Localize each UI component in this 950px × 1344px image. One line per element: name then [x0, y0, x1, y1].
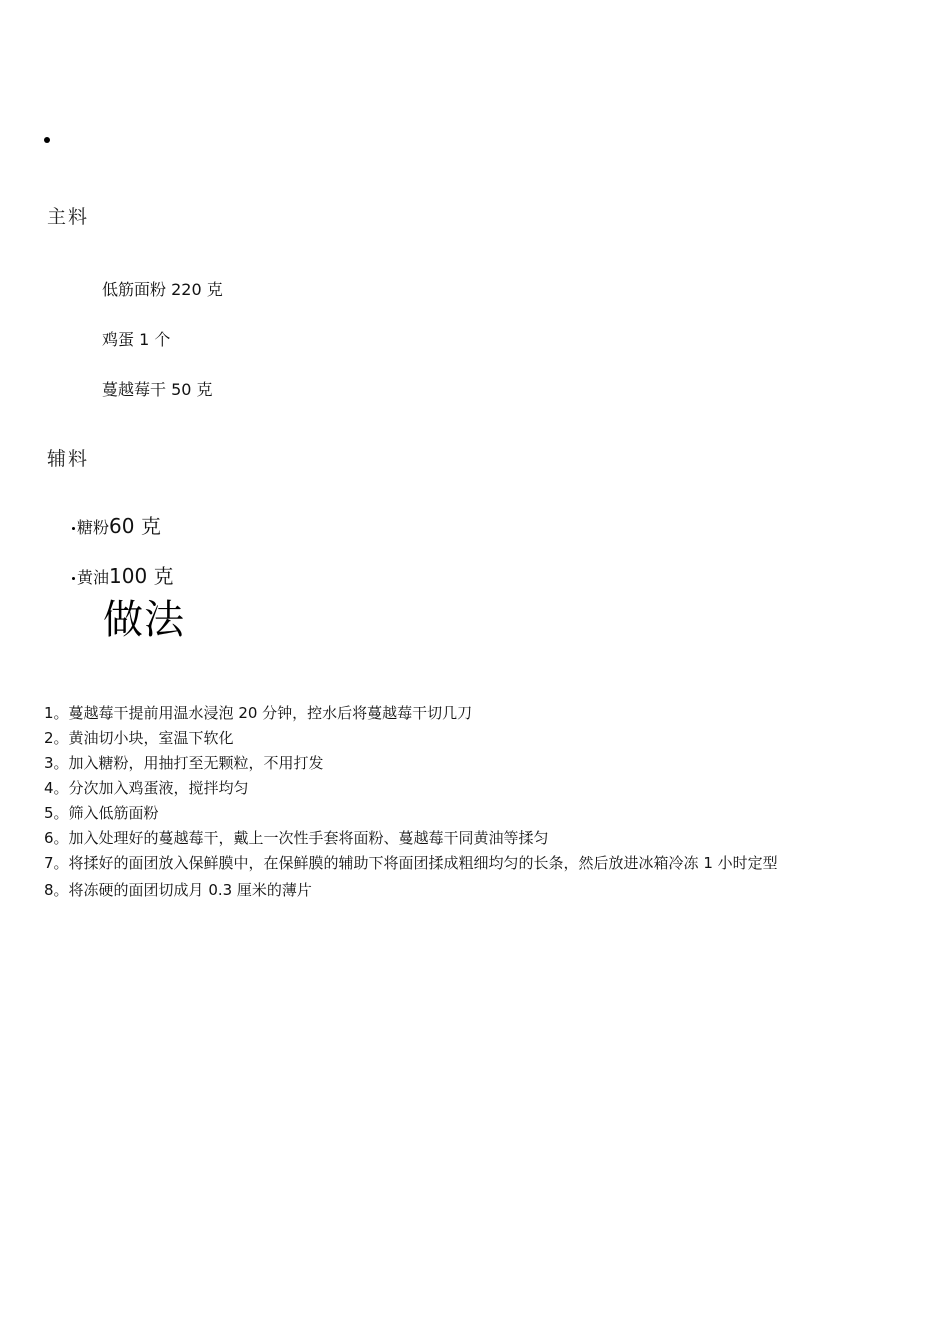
method-step: 5。筛入低筋面粉: [44, 804, 159, 822]
method-heading: 做法: [103, 597, 185, 643]
method-step: 6。加入处理好的蔓越莓干，戴上一次性手套将面粉、蔓越莓干同黄油等揉匀: [44, 829, 549, 847]
bullet-dot-icon: [72, 577, 75, 580]
bullet-marker: [44, 137, 50, 143]
method-step: 4。分次加入鸡蛋液，搅拌均匀: [44, 779, 249, 797]
main-ingredient-item: 低筋面粉 220 克: [102, 280, 223, 299]
bullet-dot-icon: [72, 527, 75, 530]
method-step: 3。加入糖粉，用抽打至无颗粒，不用打发: [44, 754, 324, 772]
method-step: 2。黄油切小块，室温下软化: [44, 729, 234, 747]
auxiliary-ingredients-heading: 辅料: [47, 448, 90, 470]
ingredient-amount: 100 克: [109, 564, 174, 588]
main-ingredients-heading: 主料: [47, 206, 90, 228]
ingredient-name: 糖粉: [77, 518, 110, 537]
method-step: 1。蔓越莓干提前用温水浸泡 20 分钟，控水后将蔓越莓干切几刀: [44, 704, 473, 722]
ingredient-amount: 60 克: [109, 514, 161, 538]
auxiliary-ingredient-item: [72, 560, 174, 589]
main-ingredient-item: 蔓越莓干 50 克: [102, 380, 213, 399]
method-step: 8。将冻硬的面团切成月 0.3 厘米的薄片: [44, 881, 312, 899]
main-ingredient-item: 鸡蛋 1 个: [102, 330, 171, 349]
ingredient-name: 黄油: [77, 568, 110, 587]
method-step: 7。将揉好的面团放入保鲜膜中，在保鲜膜的辅助下将面团揉成粗细均匀的长条，然后放进冰箱冷冻 1 小时定型: [44, 854, 778, 872]
auxiliary-ingredient-item: [72, 510, 161, 539]
